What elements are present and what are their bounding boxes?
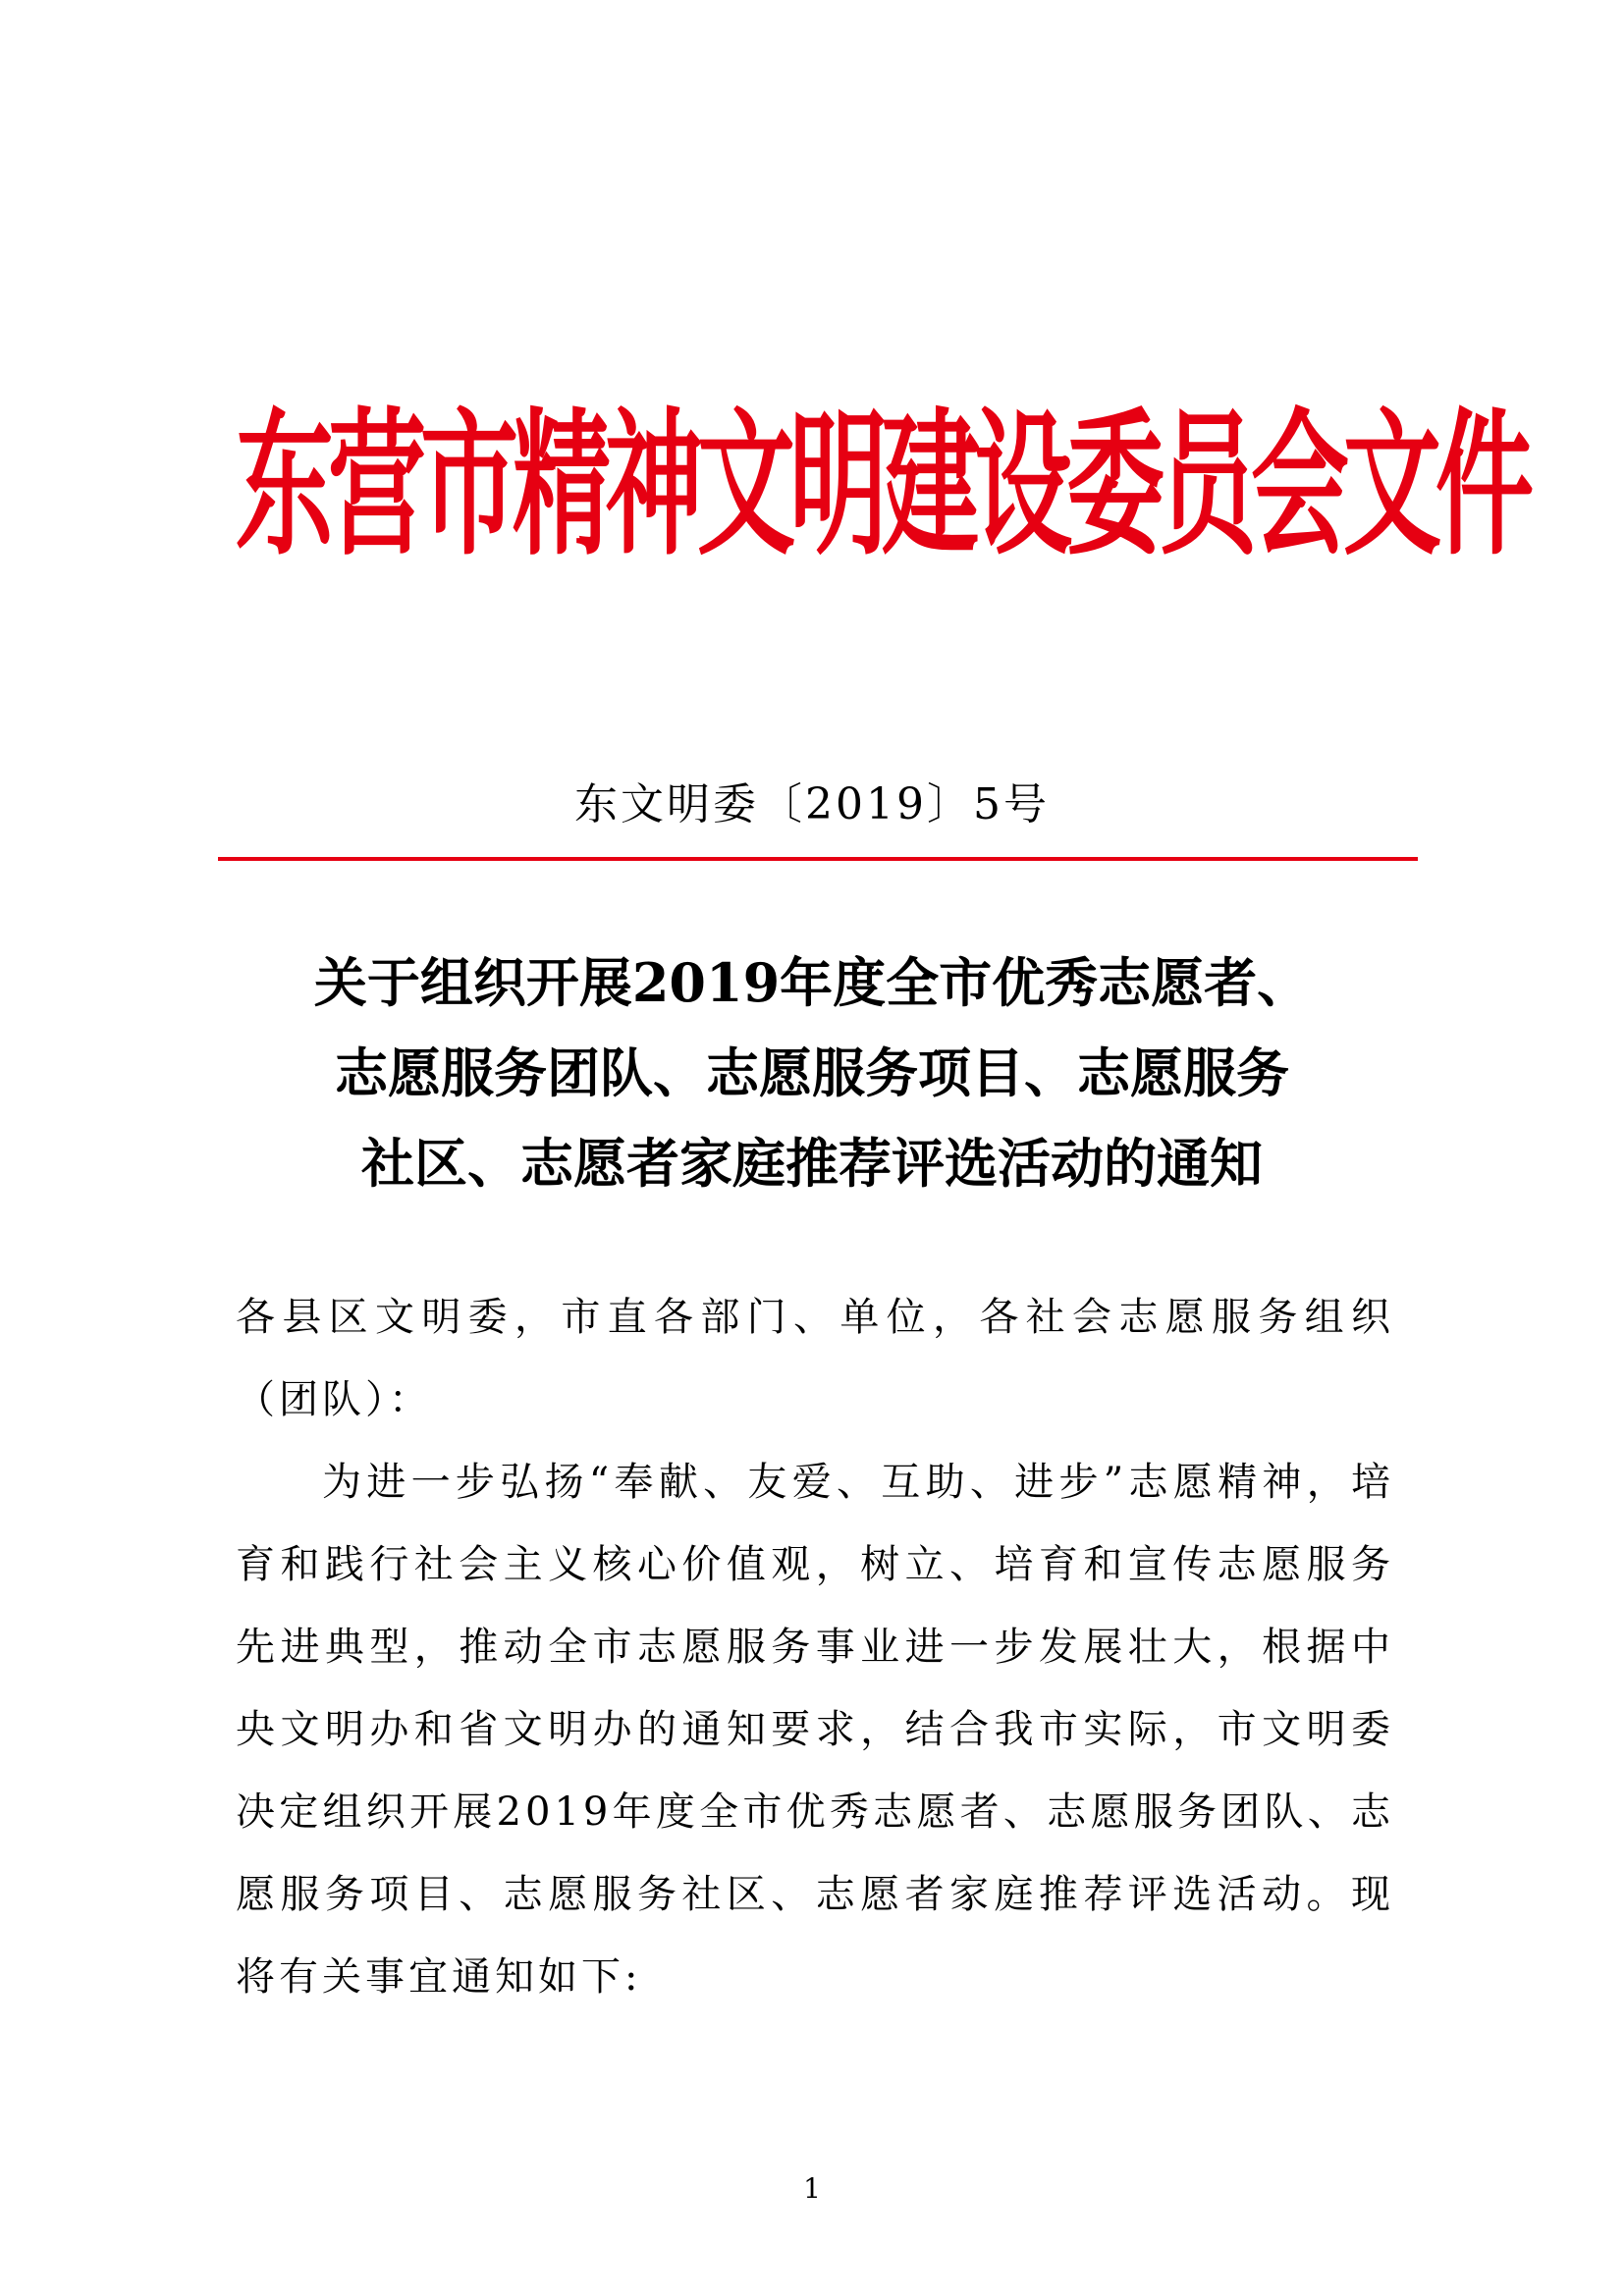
document-masthead: 东营市精神文明建设委员会文件 [236, 393, 1528, 577]
document-body [236, 1276, 1394, 2018]
document-number: 东文明委〔2019〕5号 [574, 779, 1050, 829]
title-line-2: 志愿服务团队、志愿服务项目、志愿服务 [335, 1041, 1289, 1104]
title-line-3: 社区、志愿者家庭推荐评选活动的通知 [361, 1132, 1263, 1195]
salutation: 各县区文明委，市直各部门、单位，各社会志愿服务组织（团队）： [236, 1295, 1394, 1422]
title-line-1: 关于组织开展2019年度全市优秀志愿者、 [313, 951, 1311, 1014]
page-number: 1 [803, 2172, 821, 2205]
document-title [177, 937, 1447, 1208]
red-divider-line [218, 857, 1418, 861]
body-paragraph-1: 为进一步弘扬“奉献、友爱、互助、进步”志愿精神，培育和践行社会主义核心价值观，树立、培育和宣传志愿服务先进典型，推动全市志愿服务事业进一步发展壮大，根据中央文明办和省文明办的通知要求，结合我市实际，市文明委决定组织开展2019年度全市优秀志愿者、志愿服务团队、志愿服务项目、志愿服务社区、志愿者家庭推荐评选活动。现将有关事宜通知如下: [236, 1460, 1394, 2000]
